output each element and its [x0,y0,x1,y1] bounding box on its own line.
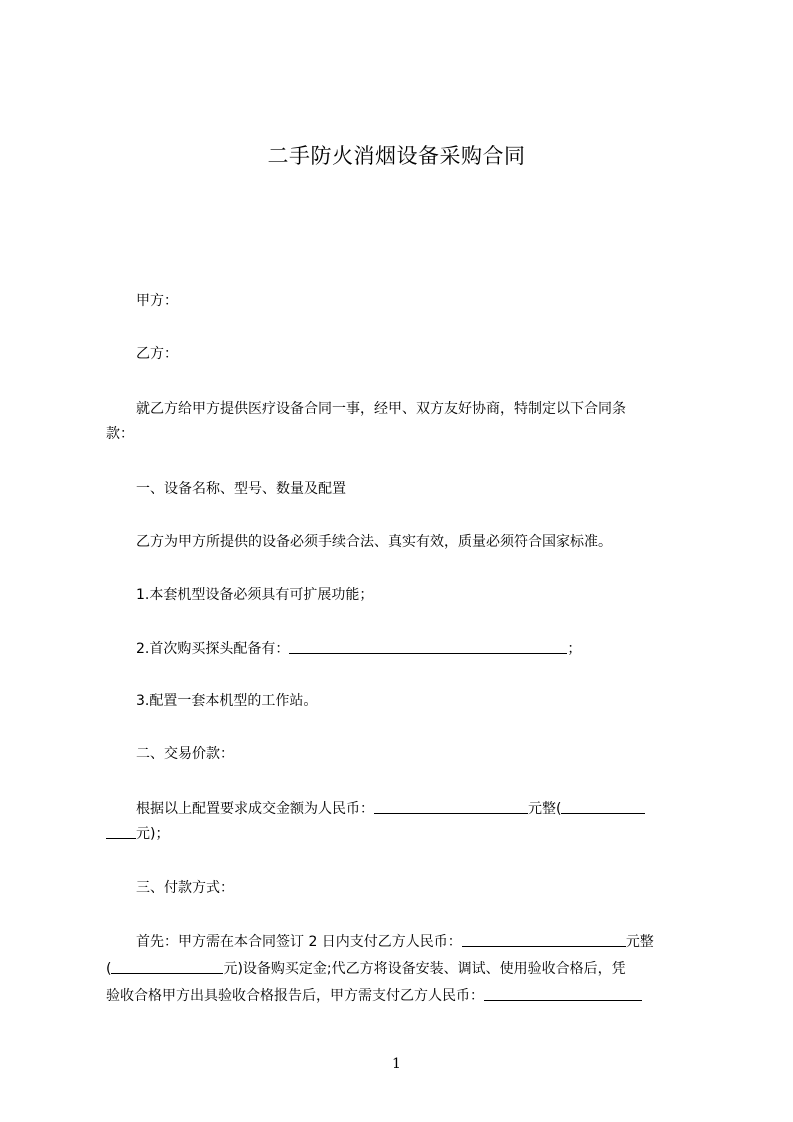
probe-blank-field[interactable] [289,638,567,654]
item-2 [136,638,736,659]
price-paragraph-line-2 [106,823,706,844]
deposit-words-blank[interactable] [111,958,223,974]
payment-paragraph-line-1 [136,931,736,952]
payment-paragraph-line-2 [106,958,706,979]
section-2-heading: 二、交易价款： [136,746,234,762]
page-number: 1 [392,1056,401,1072]
payment-line-2-text: 元)设备购买定金;代乙方将设备安装、调试、使用验收合格后，凭 [223,961,626,977]
deposit-amount-blank[interactable] [462,931,626,947]
party-b-label: 乙方： [136,346,178,362]
section-3-heading: 三、付款方式： [136,880,234,896]
party-a-label: 甲方： [136,293,178,309]
intro-paragraph-line-1: 就乙方给甲方提供医疗设备合同一事，经甲、双方友好协商，特制定以下合同条 [136,401,626,417]
item-2-end: ； [567,641,582,657]
price-words-blank-part-2[interactable] [106,823,136,839]
section-1-heading: 一、设备名称、型号、数量及配置 [136,481,346,497]
payment-text: 首先：甲方需在本合同签订 2 日内支付乙方人民币： [136,934,462,950]
item-3: 3.配置一套本机型的工作站。 [136,693,318,709]
price-words-blank-part-1[interactable] [561,798,645,814]
price-amount-blank[interactable] [374,798,528,814]
payment-unit-text: 元整 [625,934,654,950]
item-1: 1.本套机型设备必须具有可扩展功能； [136,587,374,603]
price-paragraph-line-1 [136,798,736,819]
payment-paragraph-line-3 [106,985,706,1006]
price-text: 根据以上配置要求成交金额为人民币： [136,801,374,817]
price-end-text: 元)； [136,826,170,842]
section-1-text: 乙方为甲方所提供的设备必须手续合法、真实有效，质量必须符合国家标准。 [136,534,612,550]
price-unit-text: 元整( [528,801,562,817]
payment-open-paren: ( [106,961,112,977]
intro-paragraph-line-2: 款： [106,426,134,442]
final-payment-blank[interactable] [484,985,642,1001]
payment-line-3-text: 验收合格甲方出具验收合格报告后，甲方需支付乙方人民币： [106,988,484,1004]
page-title: 二手防火消烟设备采购合同 [267,144,526,168]
item-2-text: 2.首次购买探头配备有： [136,641,290,657]
